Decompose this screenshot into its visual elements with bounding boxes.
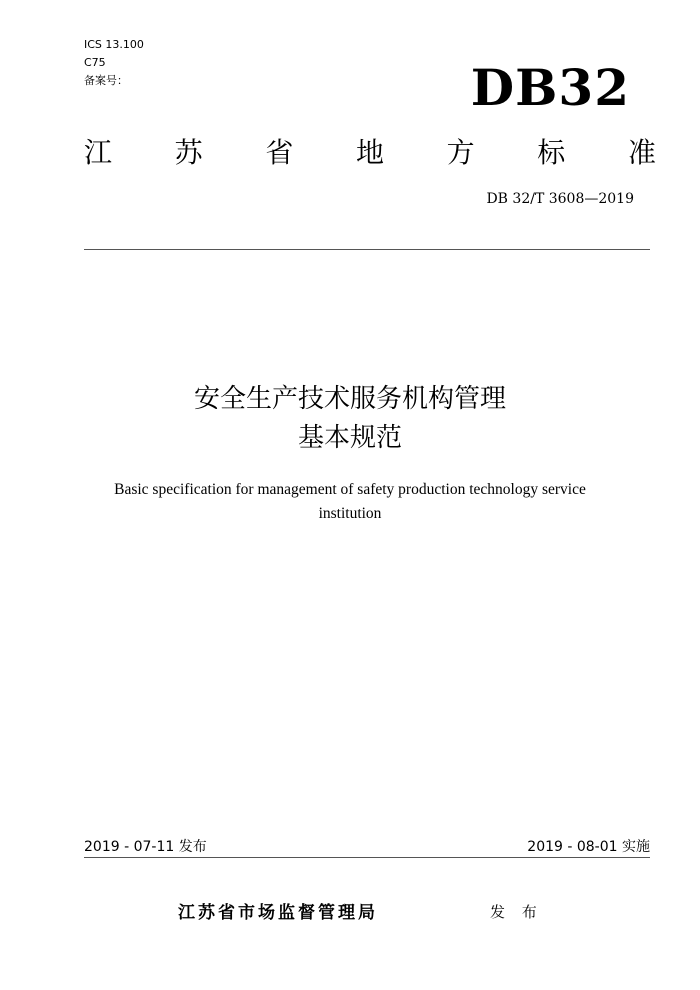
record-number-label: 备案号： [84,74,128,87]
standard-title-char: 方 [446,136,475,169]
standard-title-char: 省 [265,136,294,169]
document-title-en-line1: Basic specification for management of safety production technology service [114,481,586,498]
db32-logo: DB32 [470,58,630,117]
standard-title-char: 地 [355,136,384,169]
standard-title-char: 准 [627,136,656,169]
standard-category-title [84,135,656,171]
implement-date: 2019 - 08-01 实施 [527,839,650,855]
document-title-en-line2: institution [318,505,382,522]
document-title-cn-line1: 安全生产技术服务机构管理 [193,384,506,414]
standard-title-char: 江 [84,136,113,169]
standard-title-char: 苏 [174,136,203,169]
standard-number: DB 32/T 3608—2019 [486,191,634,207]
header-divider [84,249,650,250]
standard-title-char: 标 [537,136,566,169]
classification-code: C75 [84,56,106,69]
publisher-name: 江苏省市场监督管理局 [178,903,378,923]
publish-label: 发 布 [490,903,543,921]
document-title-cn-line2: 基本规范 [297,423,402,453]
publish-date: 2019 - 07-11 发布 [84,839,207,855]
footer-divider [84,857,650,858]
ics-code: ICS 13.100 [84,38,144,51]
